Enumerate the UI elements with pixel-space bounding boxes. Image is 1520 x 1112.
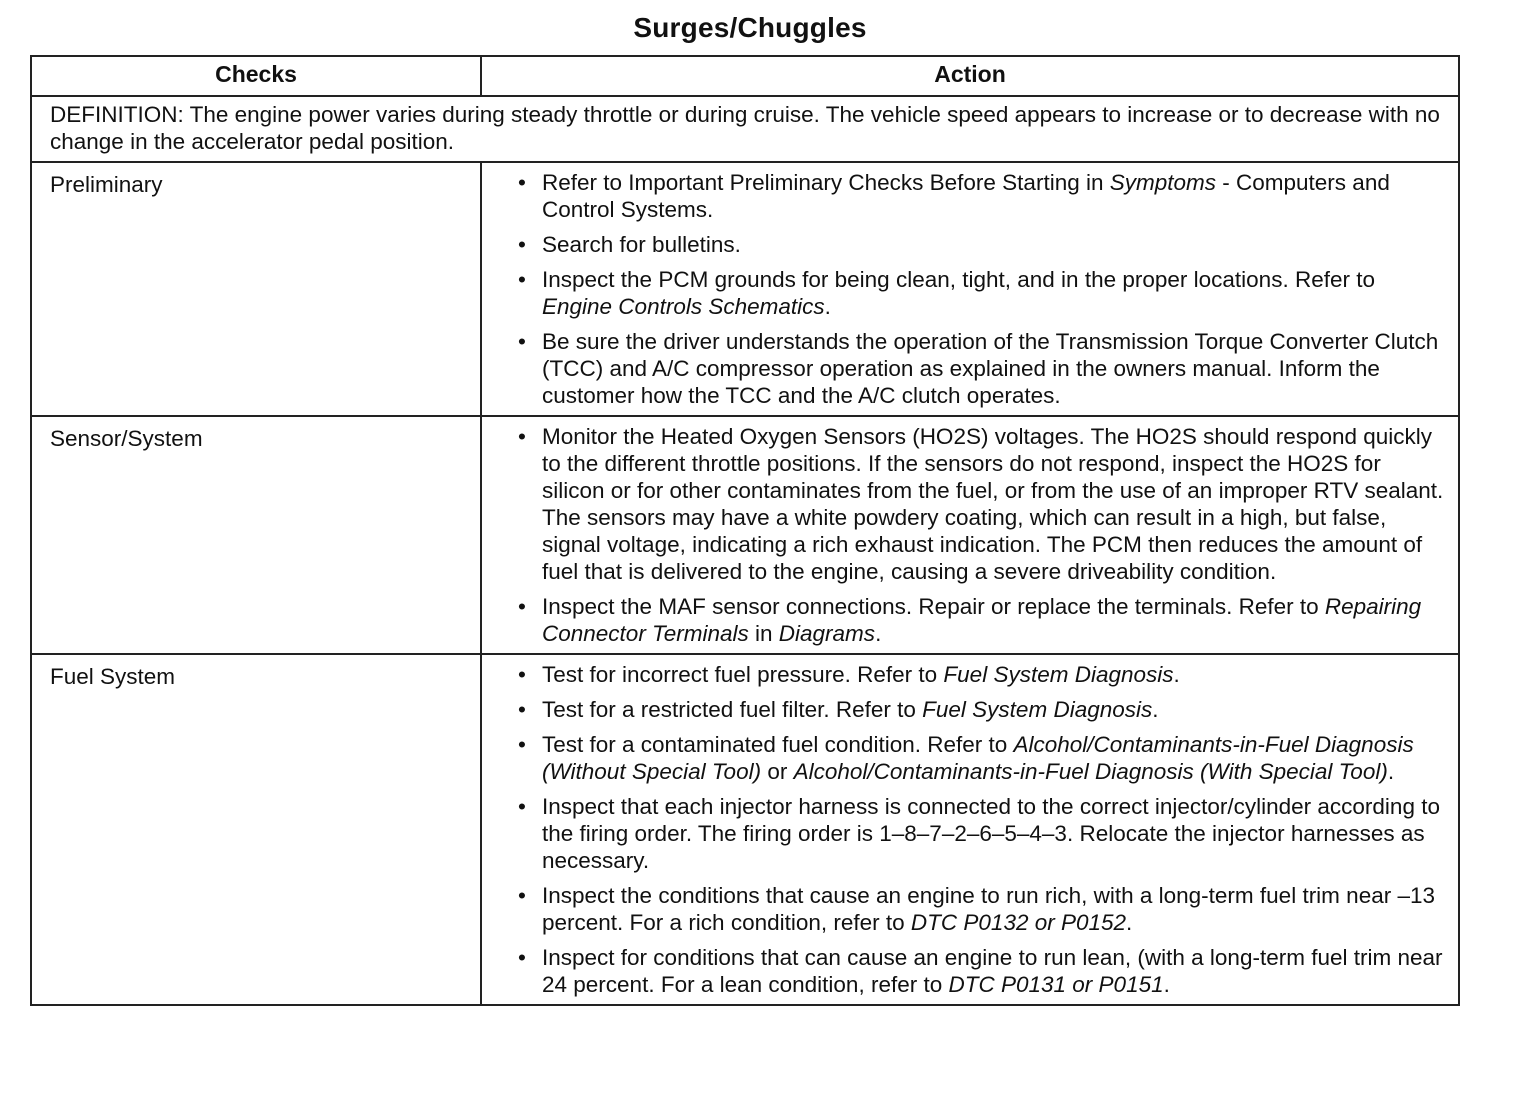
action-list [518, 661, 1448, 998]
action-item [518, 731, 1448, 785]
check-name-cell: Fuel System [31, 654, 481, 1005]
action-text: . [1163, 972, 1170, 997]
action-item [518, 944, 1448, 998]
action-list [518, 423, 1448, 647]
definition-text: DEFINITION: The engine power varies during steady throttle or during cruise. The vehicle speed appears to increase or to decrease with no change in the accelerator pedal position. [31, 96, 1459, 162]
action-text: Monitor the Heated Oxygen Sensors (HO2S) voltages. The HO2S should respond quickly to the different throttle positions. If the sensors do not respond, inspect the HO2S for silicon or for other contaminates from the fuel, or from the use of an improper RTV sealant. The sensors may have a white powdery coating, which can result in a high, but false, signal voltage, indicating a rich exhaust indication. The PCM then reduces the amount of fuel that is delivered to the engine, causing a severe driveability condition. [542, 424, 1444, 584]
diagnostic-table [30, 55, 1460, 1006]
action-text: - Computers and Control Systems. [542, 170, 1390, 222]
table-row [31, 162, 1459, 416]
table-row [31, 654, 1459, 1005]
reference-text: Repairing Connector Terminals [542, 594, 1422, 646]
action-text: Test for incorrect fuel pressure. Refer to [542, 662, 944, 687]
reference-text: DTC P0131 or P0151 [948, 972, 1164, 997]
action-item [518, 231, 1448, 258]
action-text: Inspect that each injector harness is connected to the correct injector/cylinder according to the firing order. The firing order is 1–8–7–2–6–5–4–3. Relocate the injector harnesses as necessary. [542, 794, 1440, 873]
action-item [518, 423, 1448, 585]
reference-text: Alcohol/Contaminants-in-Fuel Diagnosis (Without Special Tool) [542, 732, 1414, 784]
action-text: Search for bulletins. [542, 232, 741, 257]
page-title: Surges/Chuggles [633, 12, 867, 43]
action-text: . [875, 621, 882, 646]
table-row [31, 416, 1459, 654]
action-text: Test for a restricted fuel filter. Refer to [542, 697, 923, 722]
action-item [518, 328, 1448, 409]
column-header-action: Action [481, 56, 1459, 96]
action-text: Inspect for conditions that can cause an engine to run lean, (with a long-term fuel trim near 24 percent. For a lean condition, refer to [542, 945, 1443, 997]
action-item [518, 882, 1448, 936]
action-item [518, 661, 1448, 688]
reference-text: Alcohol/Contaminants-in-Fuel Diagnosis (With Special Tool) [793, 759, 1388, 784]
reference-text: DTC P0132 or P0152 [910, 910, 1127, 935]
action-cell [481, 416, 1459, 654]
reference-text: Fuel System Diagnosis [943, 662, 1174, 687]
action-text: or [761, 759, 794, 784]
reference-text: Symptoms [1109, 170, 1217, 195]
action-text: . [1126, 910, 1133, 935]
action-text: Refer to Important Preliminary Checks Before Starting in [542, 170, 1110, 195]
action-text: Inspect the conditions that cause an engine to run rich, with a long-term fuel trim near –13 percent. For a rich condition, refer to [542, 883, 1436, 935]
table-header-row [31, 56, 1459, 96]
action-item [518, 593, 1448, 647]
reference-text: Diagrams [778, 621, 876, 646]
action-text: Inspect the PCM grounds for being clean, tight, and in the proper locations. Refer to [542, 267, 1375, 292]
reference-text: Engine Controls Schematics [542, 294, 825, 319]
table-body [31, 96, 1459, 1005]
action-text: . [1173, 662, 1180, 687]
action-text: . [824, 294, 831, 319]
action-item [518, 696, 1448, 723]
action-list [518, 169, 1448, 409]
action-text: . [1387, 759, 1395, 784]
check-name-cell: Preliminary [31, 162, 481, 416]
action-cell [481, 162, 1459, 416]
check-name-cell: Sensor/System [31, 416, 481, 654]
action-cell [481, 654, 1459, 1005]
definition-row [31, 96, 1459, 162]
action-item [518, 169, 1448, 223]
action-text: . [1152, 697, 1159, 722]
action-item [518, 793, 1448, 874]
action-text: Inspect the MAF sensor connections. Repair or replace the terminals. Refer to [542, 594, 1325, 619]
action-text: Be sure the driver understands the operation of the Transmission Torque Converter Clutch (TCC) and A/C compressor operation as explained in the owners manual. Inform the customer how the TCC and the A/C clutch operates. [542, 329, 1439, 408]
action-text: in [748, 621, 779, 646]
action-text: Test for a contaminated fuel condition. Refer to [542, 732, 1014, 757]
column-header-checks: Checks [31, 56, 481, 96]
action-item [518, 266, 1448, 320]
reference-text: Fuel System Diagnosis [922, 697, 1153, 722]
